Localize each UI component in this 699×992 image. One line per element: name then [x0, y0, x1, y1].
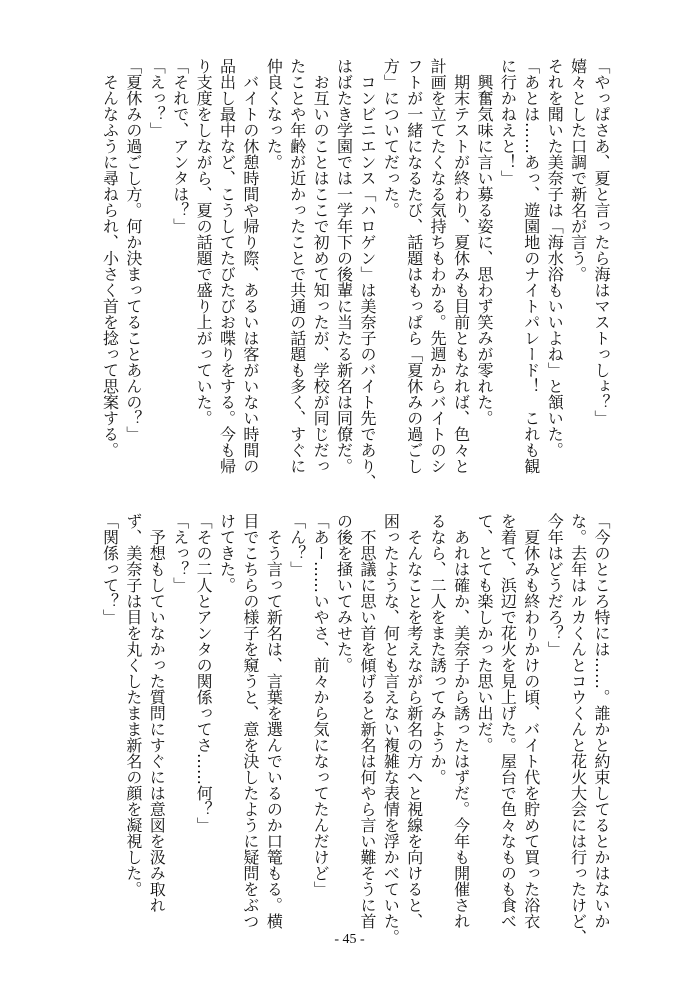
text-line: て、とても楽しかった思い出だ。	[474, 513, 494, 753]
text-line: そう言って新名は、言葉を選んでいるのか口篭もる。横	[264, 513, 284, 929]
text-line: 「関係って？」	[100, 513, 120, 625]
text-line: 「それで、アンタは？」	[170, 58, 190, 234]
text-line: コンビニエンス「ハロゲン」は美奈子のバイト先であり、	[357, 58, 377, 490]
text-line: 「えっ？」	[170, 513, 190, 593]
text-line: 「その二人とアンタの関係ってさ……何？」	[194, 513, 214, 833]
text-line: を着て、浜辺で花火を見上げた。屋台で色々なものも食べ	[498, 513, 518, 929]
text-line: 今年はどうだろ？」	[545, 513, 565, 657]
text-line: 計画を立てたくなる気持ちもわかる。先週からバイトのシ	[428, 58, 448, 474]
text-line: 夏休みも終わりかけの頃、バイト代を貯めて買った浴衣	[521, 513, 541, 929]
text-line: 予想もしていなかった質問にすぐには意図を汲み取れ	[147, 513, 167, 913]
text-line: そんなふうに尋ねられ、小さく首を捻って思案する。	[100, 58, 120, 458]
text-line: 嬉々とした口調で新名が言う。	[568, 58, 588, 282]
text-line: あれは確か、美奈子から誘ったはずだ。今年も開催され	[451, 513, 471, 929]
text-line: お互いのことはここで初めて知ったが、学校が同じだっ	[311, 58, 331, 474]
text-line: り支度をしながら、夏の話題で盛り上がっていた。	[194, 58, 214, 426]
page-number: - 45 -	[334, 932, 365, 947]
text-line: 困ったような、何とも言えない複雑な表情を浮かべていた。	[381, 513, 401, 945]
text-line: ず、美奈子は目を丸くしたまま新名の顔を凝視した。	[123, 513, 143, 897]
text-line: 「今のところ特には……。誰かと約束してるとかはないか	[592, 513, 611, 929]
text-line: るなら、二人をまた誘ってみようか。	[428, 513, 448, 785]
text-line: 期末テストが終わり、夏休みも目前ともなれば、色々と	[451, 58, 471, 474]
text-line: に行かねえと！」	[498, 58, 518, 186]
text-line: 仲良くなった。	[264, 58, 284, 170]
text-line: 「あー……いやさ、前々から気になってたんだけど」	[311, 513, 331, 897]
text-line: の後を掻いてみせた。	[334, 513, 354, 673]
text-line: けてきた。	[217, 513, 237, 593]
text-line: 「夏休みの過ごし方。何か決まってることあんの？」	[123, 58, 143, 442]
text-line: 興奮気味に言い募る姿に、思わず笑みが零れた。	[474, 58, 494, 426]
text-line: フトが一緒になるたび、話題はもっぱら「夏休みの過ごし	[404, 58, 424, 474]
text-line: たことや年齢が近かったことで共通の話題も多く、すぐに	[287, 58, 307, 474]
text-line: はばたき学園では一学年下の後輩に当たる新名は同僚だ。	[334, 58, 354, 474]
text-line: それを聞いた美奈子は「海水浴もいいよね」と頷いた。	[545, 58, 565, 458]
text-line: 不思議に思い首を傾げると新名は何やら言い難そうに首	[357, 513, 377, 929]
text-line: 「ん？」	[287, 513, 307, 577]
text-line: そんなことを考えながら新名の方へと視線を向けると、	[404, 513, 424, 929]
text-line: な。去年はルカくんとコウくんと花火大会には行ったけど、	[568, 513, 588, 945]
text-line: 「あとは……あっ、遊園地のナイトパレード！ これも観	[521, 58, 541, 474]
text-line: 「えっ？」	[147, 58, 167, 138]
text-line: バイトの休憩時間や帰り際、あるいは客がいない時間の	[240, 58, 260, 474]
text-line: 目でこちらの様子を窺うと、意を決したように疑問をぶつ	[240, 513, 260, 929]
text-block-top	[98, 58, 613, 490]
text-line: 品出し最中など、こうしてたびたびお喋りをする。今も帰	[217, 58, 237, 474]
text-line: 方」についてだった。	[381, 58, 401, 218]
text-line: 「やっぱさあ、夏と言ったら海はマストっしょ？」	[592, 58, 611, 426]
